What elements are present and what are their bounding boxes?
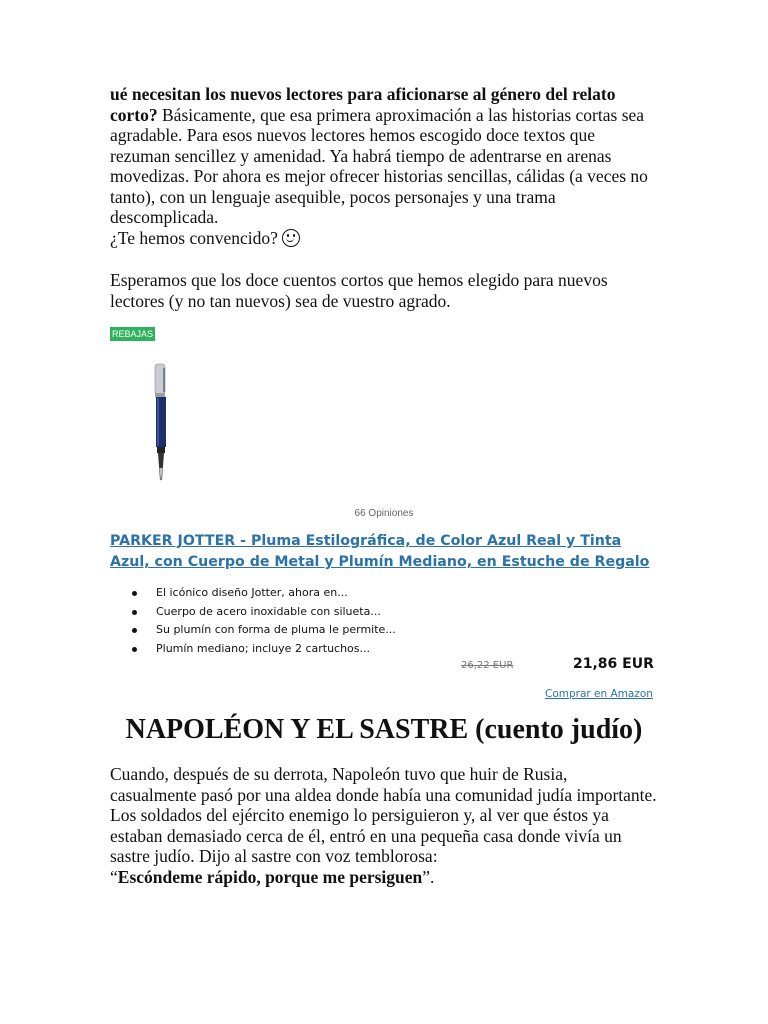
feature-item: El icónico diseño Jotter, ahora en...	[110, 584, 658, 603]
feature-item: Su plumín con forma de pluma le permite...	[110, 621, 658, 640]
story-quote: Escóndeme rápido, porque me persiguen	[117, 866, 423, 887]
intro-body: Básicamente, que esa primera aproximación a las historias cortas sea agradable. Para esos nuevos lectores hemos escogido doce textos que rezuman sencillez y amenidad. Ya habrá tiempo de adentrarse en arenas movedizas. Por ahora es mejor ofrecer historias sencillas, cálidas (a veces no tanto), con un lenguaje asequible, pocos personajes y una trama descomplicada.	[110, 104, 648, 227]
quote-open: “	[110, 866, 118, 887]
intro-lead: ué necesitan los nuevos lectores para aficionarse al género del relato corto?	[110, 84, 616, 125]
intro-paragraph	[110, 84, 658, 248]
quote-close: ”.	[422, 866, 435, 887]
new-price: 21,86 EUR	[573, 656, 654, 672]
story-body: Cuando, después de su derrota, Napoleón tuvo que huir de Rusia, casualmente pasó por una aldea donde había una comunidad judía importante. Los soldados del ejército enemigo lo persiguieron y, al ver que éstos ya estaban demasiado cerca de él, entró en una pequeña casa donde vivía un sastre judío. Dijo al sastre con voz temblorosa:	[110, 764, 657, 866]
buy-on-amazon-link[interactable]: Comprar en Amazon	[545, 688, 653, 700]
smiley-icon	[282, 229, 300, 247]
story-title: NAPOLÉON Y EL SASTRE (cuento judío)	[125, 714, 643, 745]
opinions-count: 66 Opiniones	[354, 508, 414, 519]
feature-list	[110, 584, 658, 658]
intro-question: ¿Te hemos convencido?	[110, 227, 278, 248]
old-price: 26,22 EUR	[461, 660, 514, 671]
feature-item: Cuerpo de acero inoxidable con silueta...	[110, 603, 658, 622]
closing-paragraph: Esperamos que los doce cuentos cortos que hemos elegido para nuevos lectores (y no tan nuevos) sea de vuestro agrado.	[110, 270, 608, 311]
pen-product-image[interactable]	[140, 360, 184, 490]
sale-badge: REBAJAS	[112, 329, 154, 339]
story-paragraph	[110, 764, 658, 887]
feature-item: Plumín mediano; incluye 2 cartuchos...	[110, 640, 658, 659]
product-title-link[interactable]: PARKER JOTTER - Pluma Estilográfica, de Color Azul Real y Tinta Azul, con Cuerpo de Metal y Plumín Mediano, en Estuche de Regalo	[110, 533, 650, 570]
